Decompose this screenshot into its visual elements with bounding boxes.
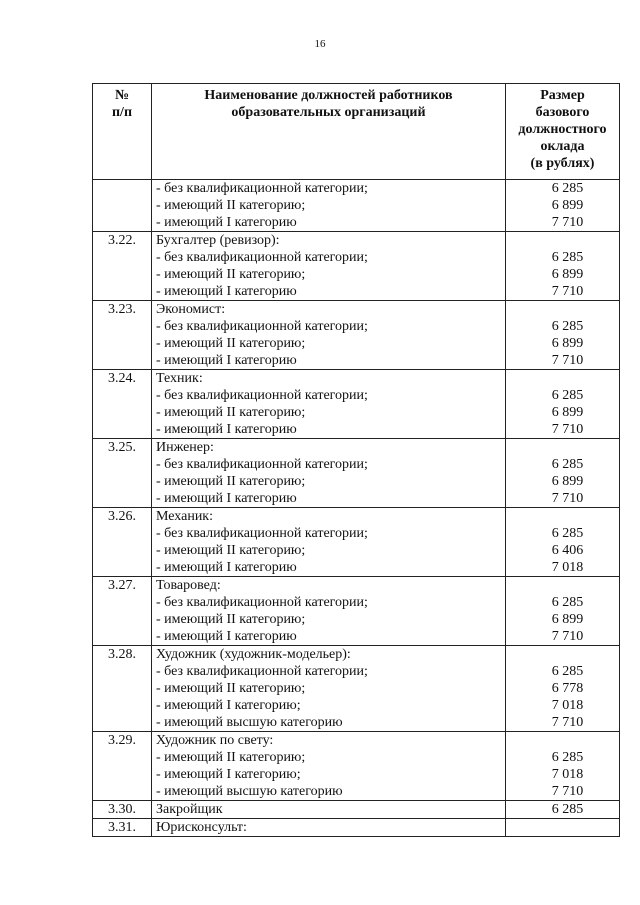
position-line: - без квалификационной категории; — [156, 250, 368, 265]
position-line: Механик: — [156, 509, 213, 524]
table-row — [93, 801, 620, 819]
salary-value — [510, 301, 615, 318]
position-cell — [152, 232, 506, 301]
salary-cell — [506, 180, 620, 232]
salary-value — [510, 819, 615, 836]
salary-cell — [506, 232, 620, 301]
page-number: 16 — [314, 38, 326, 50]
table-body — [93, 180, 620, 837]
salary-value: 7 710 — [551, 353, 584, 368]
table-header-row — [93, 84, 620, 180]
salary-value — [510, 732, 615, 749]
row-number — [93, 180, 152, 232]
header-salary-line: Размер — [540, 88, 585, 103]
salary-value: 6 285 — [551, 181, 584, 196]
table-row — [93, 819, 620, 837]
position-line: Художник (художник-модельер): — [156, 647, 351, 662]
position-line: - имеющий I категорию — [156, 284, 297, 299]
header-salary-line: должностного — [518, 122, 607, 137]
salary-value — [510, 508, 615, 525]
header-number-line: п/п — [111, 105, 133, 120]
position-line: - имеющий II категорию; — [156, 612, 306, 627]
salary-value: 6 285 — [551, 750, 584, 765]
salary-value: 6 285 — [551, 457, 584, 472]
position-line: - имеющий I категорию — [156, 353, 297, 368]
position-line: - имеющий I категорию — [156, 560, 297, 575]
salary-value: 6 406 — [551, 543, 584, 558]
position-cell — [152, 801, 506, 819]
salary-value — [510, 646, 615, 663]
row-number: 3.24. — [93, 370, 152, 439]
salary-value: 7 710 — [551, 784, 584, 799]
salary-value: 6 285 — [551, 388, 584, 403]
salary-value: 7 710 — [551, 284, 584, 299]
row-number: 3.29. — [93, 732, 152, 801]
row-number: 3.23. — [93, 301, 152, 370]
position-line: Товаровед: — [156, 578, 221, 593]
salary-value: 7 710 — [551, 715, 584, 730]
position-cell — [152, 508, 506, 577]
position-line: - без квалификационной категории; — [156, 319, 368, 334]
position-line: - имеющий II категорию; — [156, 681, 306, 696]
position-line: - имеющий высшую категорию — [156, 715, 343, 730]
table-row — [93, 577, 620, 646]
salary-cell — [506, 370, 620, 439]
position-line: - без квалификационной категории; — [156, 595, 368, 610]
salary-value: 7 018 — [551, 560, 584, 575]
position-cell — [152, 577, 506, 646]
table-row — [93, 439, 620, 508]
position-line: - имеющий II категорию; — [156, 543, 306, 558]
header-salary — [506, 84, 620, 180]
position-line: Закройщик — [156, 802, 223, 817]
salary-value: 6 899 — [551, 474, 584, 489]
salary-cell — [506, 301, 620, 370]
salary-value: 7 710 — [551, 422, 584, 437]
position-cell — [152, 439, 506, 508]
position-line: - имеющий II категорию; — [156, 198, 306, 213]
table-row — [93, 301, 620, 370]
header-number-line: № — [114, 88, 130, 103]
salary-value: 6 285 — [551, 526, 584, 541]
position-line: - без квалификационной категории; — [156, 526, 368, 541]
salary-cell — [506, 819, 620, 837]
position-line: Техник: — [156, 371, 203, 386]
salary-table — [92, 83, 620, 837]
header-salary-line: (в рублях) — [530, 156, 595, 171]
position-line: - без квалификационной категории; — [156, 664, 368, 679]
salary-cell — [506, 439, 620, 508]
position-line: - имеющий I категорию; — [156, 698, 301, 713]
salary-value: 6 285 — [551, 595, 584, 610]
salary-value: 6 285 — [551, 250, 584, 265]
salary-cell — [506, 732, 620, 801]
salary-value: 7 710 — [551, 491, 584, 506]
salary-value — [510, 577, 615, 594]
salary-value: 6 899 — [551, 267, 584, 282]
row-number: 3.30. — [93, 801, 152, 819]
table-row — [93, 508, 620, 577]
table-row — [93, 232, 620, 301]
position-cell — [152, 370, 506, 439]
position-line: - имеющий I категорию; — [156, 767, 301, 782]
position-line: - имеющий II категорию; — [156, 336, 306, 351]
position-line: - имеющий I категорию — [156, 422, 297, 437]
position-line: Художник по свету: — [156, 733, 274, 748]
position-line: - имеющий II категорию; — [156, 750, 306, 765]
position-line: Бухгалтер (ревизор): — [156, 233, 280, 248]
table-row — [93, 732, 620, 801]
position-cell — [152, 301, 506, 370]
header-position-line: образовательных организаций — [231, 105, 426, 120]
position-line: - без квалификационной категории; — [156, 457, 368, 472]
salary-value: 6 899 — [551, 198, 584, 213]
salary-value: 6 899 — [551, 405, 584, 420]
salary-cell — [506, 801, 620, 819]
position-line: - имеющий высшую категорию — [156, 784, 343, 799]
position-line: - имеющий II категорию; — [156, 405, 306, 420]
header-position-line: Наименование должностей работников — [204, 88, 453, 103]
row-number: 3.26. — [93, 508, 152, 577]
position-line: - имеющий I категорию — [156, 491, 297, 506]
header-number — [93, 84, 152, 180]
salary-cell — [506, 577, 620, 646]
salary-value: 7 018 — [551, 767, 584, 782]
position-line: - имеющий I категорию — [156, 629, 297, 644]
position-line: - без квалификационной категории; — [156, 181, 368, 196]
table-row — [93, 370, 620, 439]
position-cell — [152, 819, 506, 837]
row-number: 3.28. — [93, 646, 152, 732]
position-line: Юрисконсульт: — [156, 820, 247, 835]
row-number: 3.31. — [93, 819, 152, 837]
salary-value: 6 285 — [551, 319, 584, 334]
salary-value — [510, 439, 615, 456]
header-salary-line: оклада — [540, 139, 585, 154]
table-row — [93, 646, 620, 732]
salary-value: 6 899 — [551, 612, 584, 627]
salary-cell — [506, 508, 620, 577]
position-cell — [152, 180, 506, 232]
salary-value: 7 710 — [551, 629, 584, 644]
salary-value: 6 899 — [551, 336, 584, 351]
row-number: 3.27. — [93, 577, 152, 646]
position-line: - имеющий I категорию — [156, 215, 297, 230]
position-cell — [152, 646, 506, 732]
table-row — [93, 180, 620, 232]
header-position-name — [152, 84, 506, 180]
salary-value: 6 285 — [551, 664, 584, 679]
position-line: - имеющий II категорию; — [156, 474, 306, 489]
position-line: Инженер: — [156, 440, 214, 455]
salary-value — [510, 232, 615, 249]
position-line: Экономист: — [156, 302, 226, 317]
salary-value: 7 018 — [551, 698, 584, 713]
position-line: - имеющий II категорию; — [156, 267, 306, 282]
salary-value: 7 710 — [551, 215, 584, 230]
row-number: 3.25. — [93, 439, 152, 508]
salary-value: 6 778 — [551, 681, 584, 696]
salary-cell — [506, 646, 620, 732]
salary-value: 6 285 — [551, 802, 584, 817]
salary-value — [510, 370, 615, 387]
row-number: 3.22. — [93, 232, 152, 301]
header-salary-line: базового — [535, 105, 590, 120]
position-cell — [152, 732, 506, 801]
position-line: - без квалификационной категории; — [156, 388, 368, 403]
